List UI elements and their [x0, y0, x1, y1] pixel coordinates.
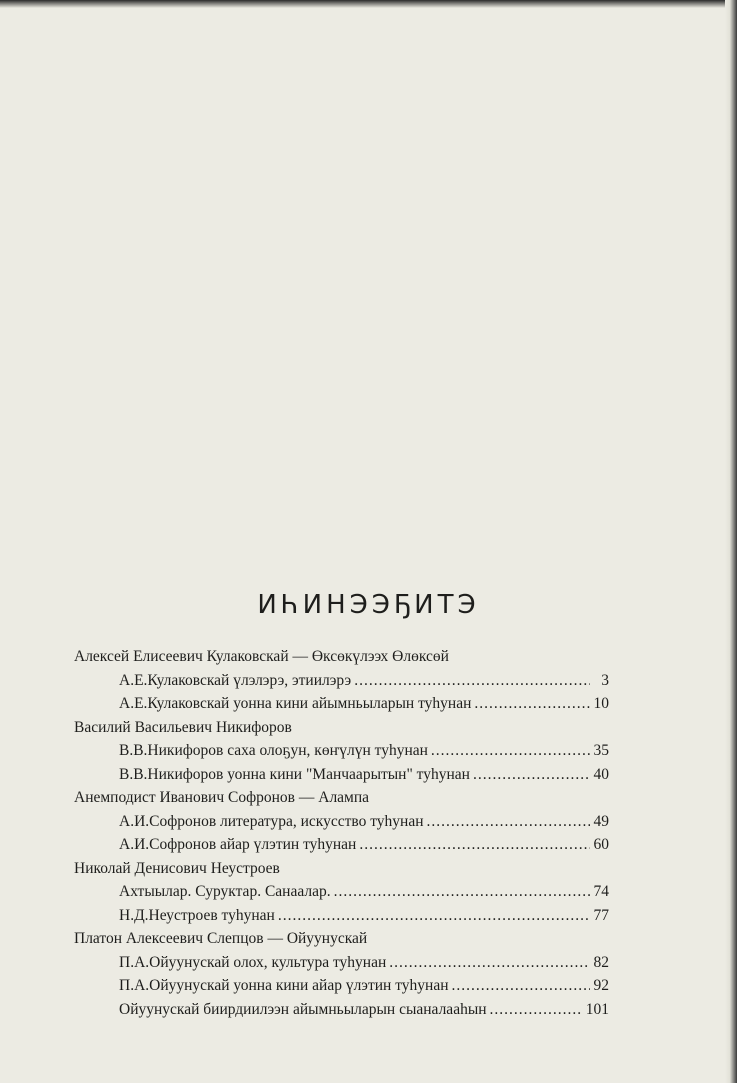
- page-title: ИҺИНЭЭҔИТЭ: [257, 590, 480, 620]
- toc-entry-page: 101: [585, 1000, 609, 1018]
- toc-section: [74, 786, 609, 857]
- toc-entry[interactable]: [119, 810, 609, 834]
- toc-author: Анемподист Иванович Софронов — Алампа: [74, 789, 370, 806]
- toc-entry-title: А.И.Софронов литература, искусство туһунан: [119, 812, 424, 830]
- dot-leader: [354, 669, 590, 693]
- toc-entry-page: 92: [593, 977, 609, 994]
- toc-section: [74, 716, 609, 787]
- toc-author: Николай Денисович Неустроев: [74, 859, 280, 877]
- toc-entry[interactable]: [119, 951, 609, 975]
- toc-entry-page: 49: [593, 812, 609, 830]
- toc-entry-page: 10: [593, 695, 609, 712]
- toc-section: [74, 645, 609, 716]
- table-of-contents: [74, 645, 609, 1021]
- toc-entry[interactable]: [119, 833, 609, 857]
- toc-entry-page: 74: [593, 883, 609, 900]
- toc-entry-title: В.В.Никифоров саха олоҕун, көҥүлүн туһунан: [119, 742, 428, 759]
- toc-entry-title: В.В.Никифоров уонна кини "Манчаарытын" туһунан: [119, 765, 470, 783]
- toc-entry-title: Н.Д.Неустроев туһунан: [119, 906, 275, 924]
- dot-leader: [452, 974, 591, 998]
- toc-entry[interactable]: [119, 763, 609, 787]
- toc-author: Василий Васильевич Никифоров: [74, 718, 292, 736]
- toc-entry-page: 40: [593, 765, 609, 783]
- toc-entry-title: А.Е.Кулаковскай уонна кини айымньыларын туһунан: [119, 695, 472, 712]
- toc-entry-title: П.А.Ойуунускай олох, культура туһунан: [119, 953, 387, 971]
- toc-entry[interactable]: [119, 974, 609, 998]
- dot-leader: [278, 904, 590, 928]
- dot-leader: [427, 810, 590, 834]
- toc-author: Платон Алексеевич Слепцов — Ойуунускай: [74, 930, 368, 947]
- toc-entry[interactable]: [119, 739, 609, 763]
- toc-section: [74, 857, 609, 928]
- dot-leader: [473, 763, 590, 787]
- dot-leader: [389, 951, 590, 975]
- toc-entry-title: Ахтыылар. Суруктар. Санаалар.: [119, 883, 331, 900]
- toc-entry[interactable]: [119, 998, 609, 1022]
- toc-entry-page: 77: [593, 906, 609, 924]
- toc-entry-title: Ойуунускай биирдиилээн айымньыларын сыаналааһын: [119, 1000, 487, 1018]
- toc-entry[interactable]: [119, 880, 609, 904]
- toc-entry-page: 60: [593, 836, 609, 853]
- toc-section: [74, 927, 609, 1021]
- toc-entry-page: 82: [593, 953, 609, 971]
- toc-author: Алексей Елисеевич Кулаковскай — Өксөкүлээх Өлөксөй: [74, 648, 449, 665]
- toc-entry-page: 35: [593, 742, 609, 759]
- dot-leader: [359, 833, 590, 857]
- dot-leader: [474, 692, 590, 716]
- dot-leader: [490, 998, 583, 1022]
- toc-entry-title: А.И.Софронов айар үлэтин туһунан: [119, 836, 357, 853]
- page-edge-top: [0, 0, 737, 8]
- toc-entry[interactable]: [119, 904, 609, 928]
- dot-leader: [334, 880, 590, 904]
- dot-leader: [431, 739, 590, 763]
- toc-entry[interactable]: [119, 669, 609, 693]
- page-edge-right: [725, 0, 737, 1083]
- toc-entry-page: 3: [601, 671, 609, 689]
- toc-entry-title: П.А.Ойуунускай уонна кини айар үлэтин туһунан: [119, 977, 449, 994]
- toc-entry[interactable]: [119, 692, 609, 716]
- toc-entry-title: А.Е.Кулаковскай үлэлэрэ, этиилэрэ: [119, 671, 352, 689]
